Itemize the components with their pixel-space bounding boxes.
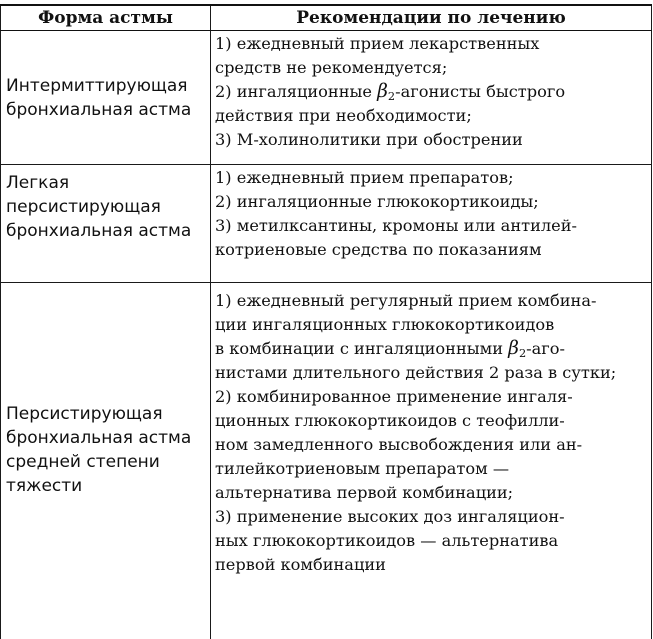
table-header-row — [1, 5, 652, 31]
form-cell — [1, 31, 211, 165]
header-form: Форма астмы — [1, 5, 211, 31]
treatment-line: первой комбинации — [215, 553, 649, 577]
treatment-line: средств не рекомендуется; — [215, 56, 649, 80]
form-cell — [1, 165, 211, 283]
form-line: бронхиальная астма — [6, 98, 208, 122]
treatment-line: ных глюкокортикоидов — альтернатива — [215, 529, 649, 553]
form-line: Интермиттирующая — [6, 74, 208, 98]
treatment-line: 2) комбинированное применение ингаля- — [215, 385, 649, 409]
treatment-line: ном замедленного высвобождения или ан- — [215, 433, 649, 457]
form-line: Легкая — [6, 171, 208, 195]
header-treatment: Рекомендации по лечению — [211, 5, 652, 31]
form-line: бронхиальная астма — [6, 426, 208, 450]
form-cell — [1, 283, 211, 639]
treatment-table — [0, 4, 652, 639]
treatment-line: 3) применение высоких доз ингаляцион- — [215, 505, 649, 529]
treatment-line: тилейкотриеновым препаратом — — [215, 457, 649, 481]
form-line: бронхиальная астма — [6, 219, 208, 243]
form-line: тяжести — [6, 474, 208, 498]
form-line: средней степени — [6, 450, 208, 474]
treatment-line: действия при необходимости; — [215, 104, 649, 128]
treatment-cell — [211, 165, 652, 283]
treatment-cell — [211, 283, 652, 639]
table-row — [1, 31, 652, 165]
treatment-line: нистами длительного действия 2 раза в сутки; — [215, 361, 649, 385]
treatment-line: ционных глюкокортикоидов с теофилли- — [215, 409, 649, 433]
table-row — [1, 165, 652, 283]
treatment-line: 1) ежедневный регулярный прием комбина- — [215, 289, 649, 313]
treatment-line: 2) ингаляционные глюкокортикоиды; — [215, 190, 649, 214]
treatment-line: 3) метилксантины, кромоны или антилей- — [215, 214, 649, 238]
treatment-line: 3) М-холинолитики при обострении — [215, 128, 649, 152]
treatment-line: альтернатива первой комбинации; — [215, 481, 649, 505]
treatment-line: ции ингаляционных глюкокортикоидов — [215, 313, 649, 337]
treatment-cell — [211, 31, 652, 165]
form-line: персистирующая — [6, 195, 208, 219]
treatment-line: 1) ежедневный прием лекарственных — [215, 32, 649, 56]
form-line: Персистирующая — [6, 402, 208, 426]
treatment-line: в комбинации с ингаляционными $\beta_2-аго-$ — [215, 337, 649, 361]
treatment-line: 2) ингаляционные $\beta_2$-агонисты быстрого — [215, 80, 649, 104]
treatment-line: котриеновые средства по показаниям — [215, 238, 649, 262]
treatment-line: 1) ежедневный прием препаратов; — [215, 166, 649, 190]
table-row — [1, 283, 652, 639]
